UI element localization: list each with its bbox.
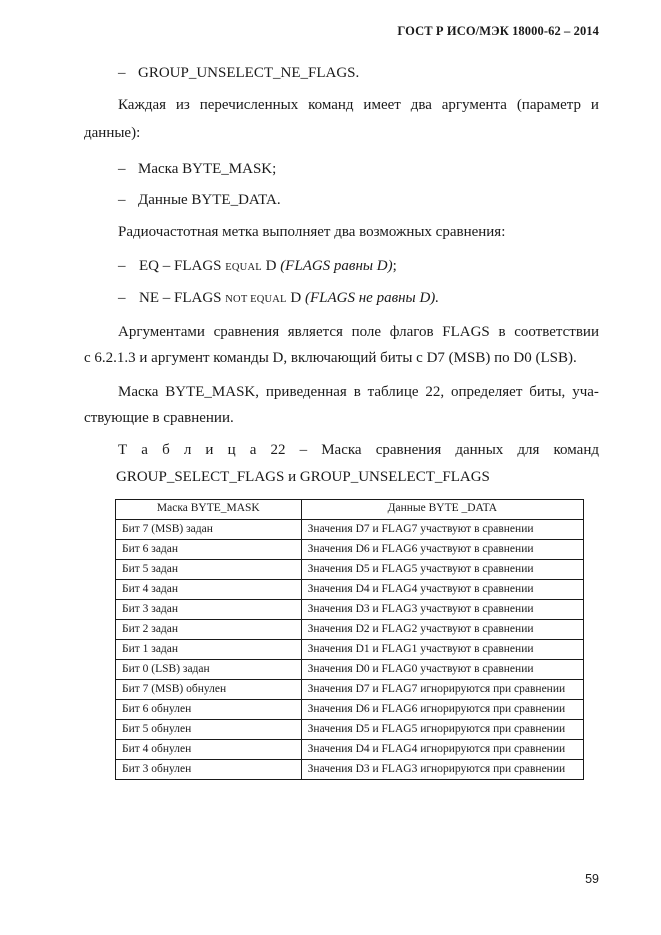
cell-data: Значения D3 и FLAG3 участвуют в сравнении — [301, 600, 583, 620]
cell-data: Значения D4 и FLAG4 игнорируются при сравнении — [301, 740, 583, 760]
paragraph-word: соответствии — [514, 324, 599, 340]
cell-mask: Бит 5 задан — [116, 560, 302, 580]
table-row — [116, 560, 584, 580]
caption-word: Т — [118, 442, 128, 458]
table-row — [116, 580, 584, 600]
cell-data: Значения D7 и FLAG7 игнорируются при сравнении — [301, 680, 583, 700]
cell-mask: Бит 4 задан — [116, 580, 302, 600]
ne-operand: D — [286, 290, 305, 306]
comparison-table — [115, 499, 584, 780]
paragraph-word: имеет — [363, 97, 401, 113]
cell-mask: Бит 3 обнулен — [116, 760, 302, 780]
cell-data: Значения D6 и FLAG6 участвуют в сравнении — [301, 540, 583, 560]
eq-description: (FLAGS равны D) — [280, 258, 393, 274]
paragraph-word: в — [498, 324, 506, 340]
list-item-text: GROUP_UNSELECT_NE_FLAGS. — [138, 65, 360, 81]
caption-word: Маска — [321, 442, 362, 458]
cell-data: Значения D5 и FLAG5 игнорируются при сравнении — [301, 720, 583, 740]
eq-operator: EQUAL — [225, 262, 262, 273]
caption-word: а — [141, 442, 148, 458]
caption-word: сравнения — [375, 442, 442, 458]
cell-mask: Бит 7 (MSB) обнулен — [116, 680, 302, 700]
header-mask: Маска BYTE_MASK — [116, 500, 302, 520]
document-header: ГОСТ Р ИСО/МЭК 18000-62 – 2014 — [397, 24, 599, 38]
caption-word: ц — [227, 442, 236, 458]
paragraph-args2-line1 — [118, 319, 599, 345]
paragraph-mask-line1 — [118, 379, 599, 405]
table-row — [116, 700, 584, 720]
paragraph-word: (параметр — [516, 97, 582, 113]
caption-word: команд — [553, 442, 599, 458]
caption-word: и — [205, 442, 214, 458]
paragraph-compare: Радиочастотная метка выполняет два возможных сравнения: — [118, 224, 506, 240]
cell-mask: Бит 4 обнулен — [116, 740, 302, 760]
paragraph-word: и — [590, 97, 599, 113]
caption-word: а — [249, 442, 257, 458]
table-caption-line1 — [118, 437, 599, 463]
table-row — [116, 620, 584, 640]
table-row — [116, 540, 584, 560]
cell-mask: Бит 3 задан — [116, 600, 302, 620]
paragraph-word: флагов — [389, 324, 434, 340]
ne-operator: NOT EQUAL — [225, 294, 287, 305]
paragraph-word: из — [175, 97, 190, 113]
paragraph-word: BYTE_MASK, — [165, 384, 260, 400]
cell-data: Значения D4 и FLAG4 участвуют в сравнении — [301, 580, 583, 600]
table-row — [116, 720, 584, 740]
cell-mask: Бит 5 обнулен — [116, 720, 302, 740]
header-data: Данные BYTE _DATA — [301, 500, 583, 520]
paragraph-word: Маска — [118, 384, 159, 400]
list-item-data: – Данные BYTE_DATA. — [118, 192, 281, 208]
cell-mask: Бит 6 задан — [116, 540, 302, 560]
paragraph-word: команд — [308, 97, 354, 113]
cell-data: Значения D3 и FLAG3 игнорируются при сравнении — [301, 760, 583, 780]
paragraph-word: два — [410, 97, 432, 113]
table-row — [116, 640, 584, 660]
table-row — [116, 760, 584, 780]
list-item-ne: – NE – FLAGS NOT EQUAL D (FLAGS не равны D). — [118, 290, 440, 306]
eq-text: EQ – FLAGS — [139, 258, 226, 274]
table-header-row — [116, 500, 584, 520]
table-row — [116, 680, 584, 700]
paragraph-args-line1 — [118, 92, 599, 118]
list-item-text: Маска BYTE_MASK; — [138, 161, 277, 177]
table-row — [116, 520, 584, 540]
paragraph-word: биты, — [529, 384, 566, 400]
list-item-text: Данные BYTE_DATA. — [138, 192, 281, 208]
paragraph-word: поле — [351, 324, 382, 340]
paragraph-word: Каждая — [118, 97, 167, 113]
list-item-mask: – Маска BYTE_MASK; — [118, 161, 277, 177]
paragraph-word: FLAGS — [442, 324, 490, 340]
paragraph-word: аргумента — [441, 97, 507, 113]
paragraph-word: приведенная — [265, 384, 347, 400]
cell-data: Значения D1 и FLAG1 участвуют в сравнении — [301, 640, 583, 660]
ne-description: (FLAGS не равны D). — [305, 290, 440, 306]
caption-word: л — [183, 442, 192, 458]
cell-data: Значения D0 и FLAG0 участвуют в сравнении — [301, 660, 583, 680]
paragraph-word: сравнения — [213, 324, 280, 340]
paragraph-word: Аргументами — [118, 324, 205, 340]
caption-word: б — [162, 442, 170, 458]
cell-data: Значения D6 и FLAG6 игнорируются при сравнении — [301, 700, 583, 720]
paragraph-args2-line2: с 6.2.1.3 и аргумент команды D, включающий биты с D7 (MSB) по D0 (LSB). — [84, 350, 577, 366]
list-item-unselect: – GROUP_UNSELECT_NE_FLAGS. — [118, 65, 360, 81]
table-row — [116, 740, 584, 760]
cell-mask: Бит 1 задан — [116, 640, 302, 660]
table-row — [116, 660, 584, 680]
cell-mask: Бит 0 (LSB) задан — [116, 660, 302, 680]
cell-mask: Бит 6 обнулен — [116, 700, 302, 720]
caption-word: данных — [455, 442, 504, 458]
paragraph-word: 22, — [425, 384, 445, 400]
paragraph-word: определяет — [451, 384, 523, 400]
paragraph-mask-line2: ствующие в сравнении. — [84, 410, 234, 426]
cell-data: Значения D5 и FLAG5 участвуют в сравнении — [301, 560, 583, 580]
table-caption-line2: GROUP_SELECT_FLAGS и GROUP_UNSELECT_FLAGS — [116, 469, 490, 485]
paragraph-word: таблице — [367, 384, 419, 400]
eq-punct: ; — [392, 258, 397, 274]
cell-data: Значения D7 и FLAG7 участвуют в сравнении — [301, 520, 583, 540]
list-item-eq: – EQ – FLAGS EQUAL D (FLAGS равны D); — [118, 258, 397, 274]
eq-operand: D — [261, 258, 281, 274]
cell-mask: Бит 2 задан — [116, 620, 302, 640]
paragraph-word: уча- — [572, 384, 599, 400]
table-row — [116, 600, 584, 620]
page-number: 59 — [585, 872, 599, 886]
ne-text: NE – FLAGS — [139, 290, 226, 306]
caption-word: для — [517, 442, 540, 458]
paragraph-word: в — [353, 384, 361, 400]
caption-word: 22 — [270, 442, 286, 458]
cell-data: Значения D2 и FLAG2 участвуют в сравнении — [301, 620, 583, 640]
paragraph-word: перечисленных — [199, 97, 299, 113]
caption-word: – — [299, 442, 308, 458]
paragraph-word: является — [287, 324, 343, 340]
paragraph-args-line2: данные): — [84, 125, 141, 141]
cell-mask: Бит 7 (MSB) задан — [116, 520, 302, 540]
